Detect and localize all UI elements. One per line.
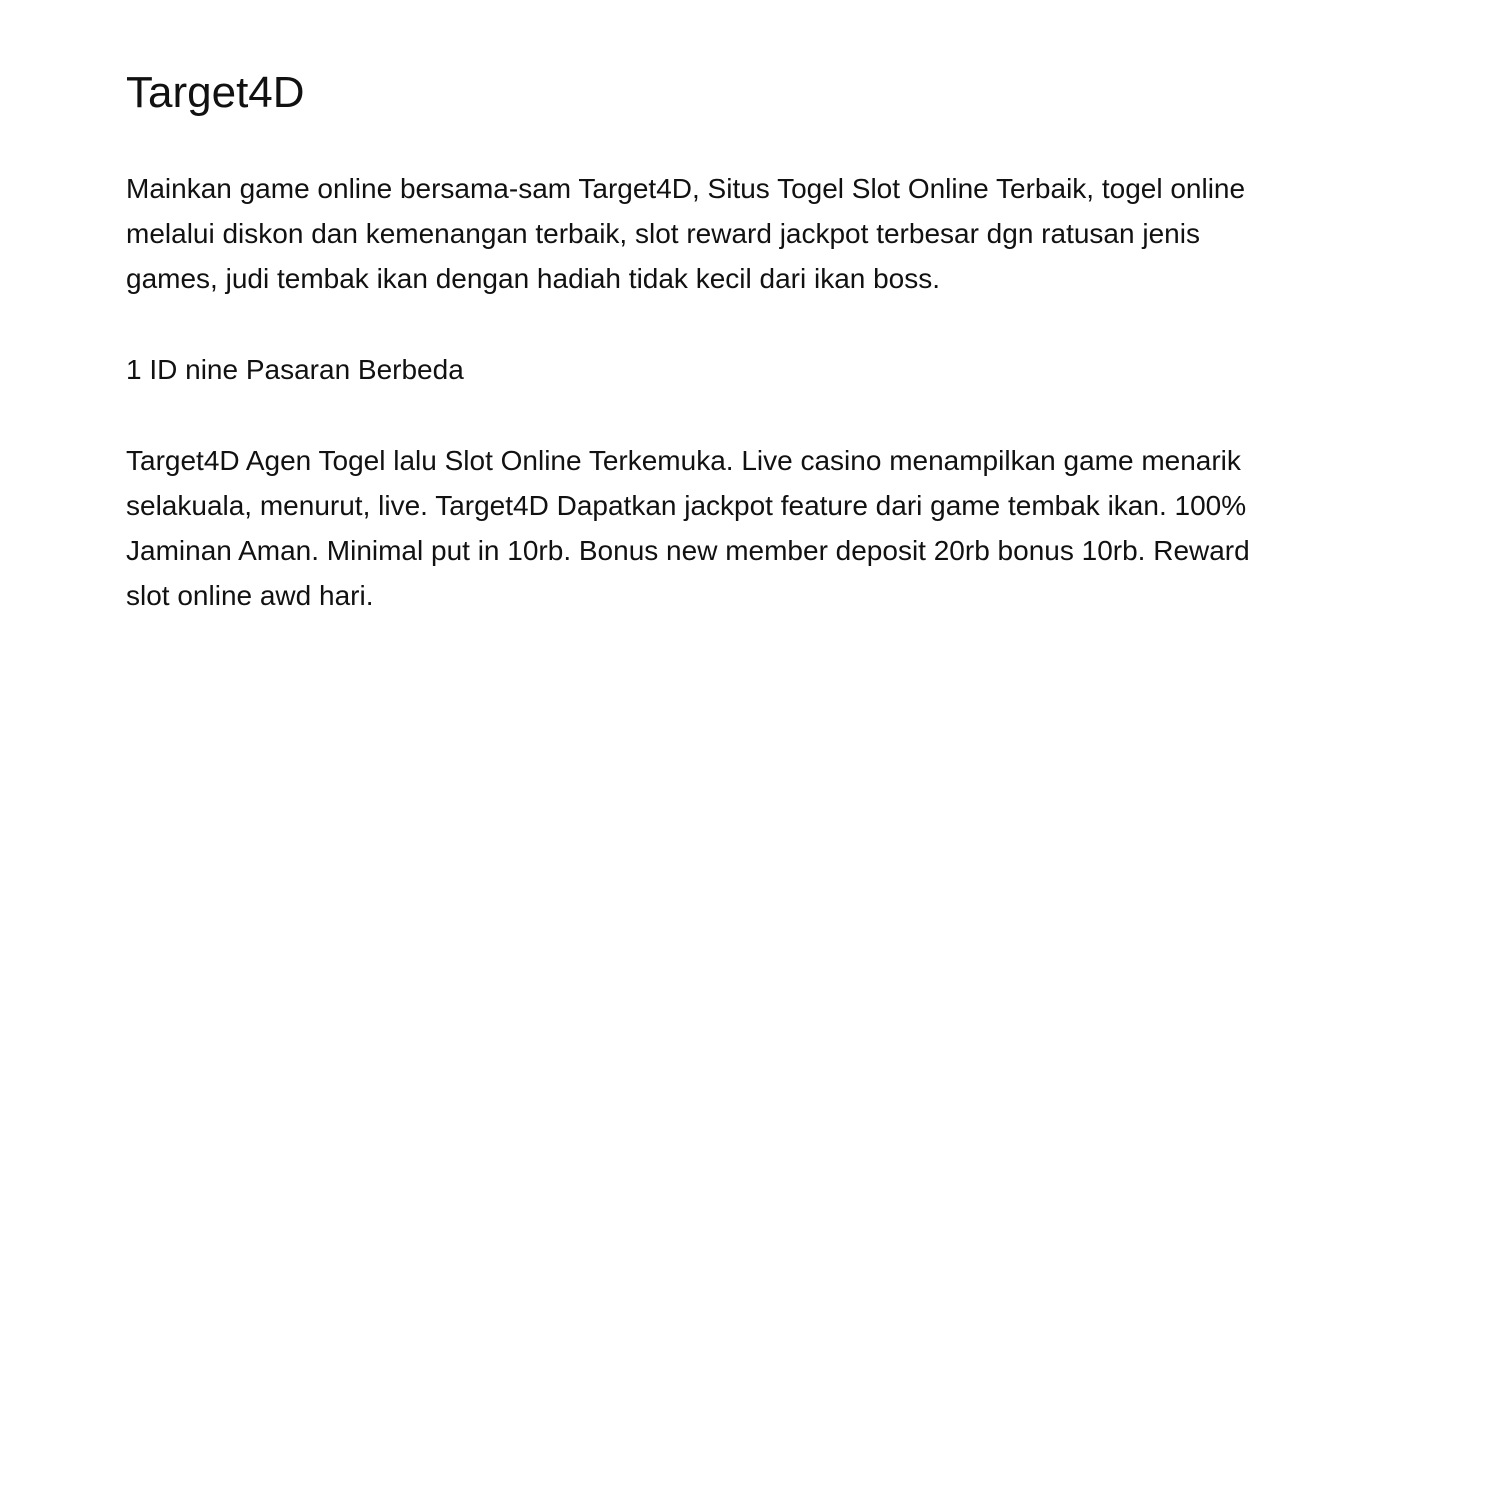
body-paragraph: [126, 438, 1250, 618]
text-line: Jaminan Aman. Minimal put in 10rb. Bonus new member deposit 20rb bonus 10rb. Reward: [126, 535, 1250, 566]
subheading: 1 ID nine Pasaran Berbeda: [126, 354, 464, 385]
text-line: games, judi tembak ikan dengan hadiah tidak kecil dari ikan boss.: [126, 263, 941, 294]
text-line: melalui diskon dan kemenangan terbaik, slot reward jackpot terbesar dgn ratusan jenis: [126, 218, 1200, 249]
text-line: Target4D Agen Togel lalu Slot Online Terkemuka. Live casino menampilkan game menarik: [126, 445, 1241, 476]
text-line: slot online awd hari.: [126, 580, 374, 611]
intro-paragraph: [126, 166, 1245, 301]
page-title: Target4D: [126, 68, 305, 117]
text-line: Mainkan game online bersama-sam Target4D, Situs Togel Slot Online Terbaik, togel online: [126, 173, 1246, 204]
text-line: selakuala, menurut, live. Target4D Dapatkan jackpot feature dari game tembak ikan. 100%: [126, 490, 1247, 521]
